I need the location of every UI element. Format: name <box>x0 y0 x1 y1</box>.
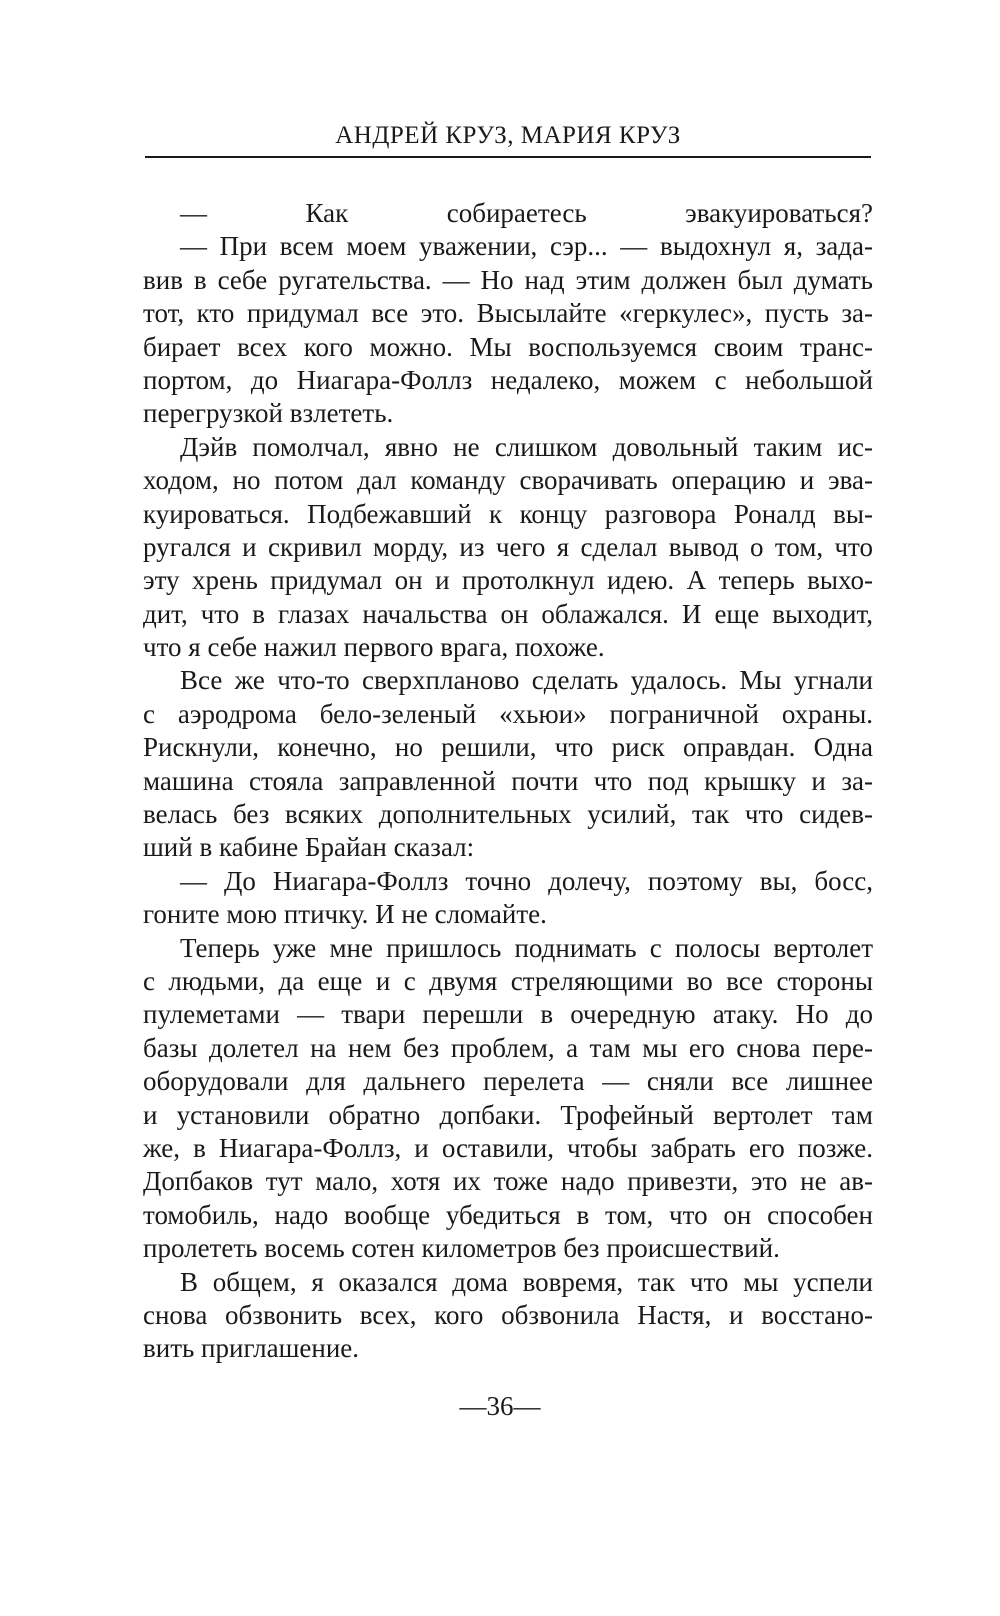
body-line: Рискнули, конечно, но решили, что риск оправдан. Одна <box>143 732 873 763</box>
body-line: и установили обратно допбаки. Трофейный вертолет там <box>143 1099 873 1130</box>
header-rule <box>145 156 871 158</box>
body-line: портом, до Ниагара-Фоллз недалеко, можем с небольшой <box>143 364 873 395</box>
body-line: вив в себе ругательства. — Но над этим должен был думать <box>143 264 873 295</box>
body-line: что я себе нажил первого врага, похоже. <box>143 632 605 663</box>
body-line: дит, что в глазах начальства он облажался. И еще выходит, <box>143 598 873 629</box>
body-line: тот, кто придумал все это. Высылайте «геркулес», пусть за- <box>143 298 873 329</box>
body-line: — Как собираетесь эвакуироваться? <box>180 198 873 228</box>
body-line: В общем, я оказался дома вовремя, так что мы успели <box>180 1266 873 1297</box>
body-line: томобиль, надо вообще убедиться в том, что он способен <box>143 1199 873 1230</box>
body-line: ший в кабине Брайан сказал: <box>143 832 475 863</box>
body-line: эту хрень придумал он и протолкнул идею. А теперь выхо- <box>143 565 873 596</box>
body-line: пролететь восемь сотен километров без происшествий. <box>143 1233 780 1264</box>
body-line: ругался и скривил морду, из чего я сделал вывод о том, что <box>143 531 873 562</box>
body-line: оборудовали для дальнего перелета — сняли все лишнее <box>143 1066 873 1097</box>
page-body-text <box>143 197 873 1366</box>
body-line: вить приглашение. <box>143 1333 360 1364</box>
body-line: Все же что-то сверхпланово сделать удалось. Мы угнали <box>180 665 873 696</box>
body-line: — До Ниагара-Фоллз точно долечу, поэтому вы, босс, <box>180 865 873 896</box>
body-line: — При всем моем уважении, сэр... — выдохнул я, зада- <box>180 231 873 262</box>
body-line: с аэродрома бело-зеленый «хьюи» пограничной охраны. <box>143 698 873 729</box>
body-line: Допбаков тут мало, хотя их тоже надо привезти, это не ав- <box>143 1166 873 1197</box>
body-line: с людьми, да еще и с двумя стреляющими во все стороны <box>143 965 873 996</box>
body-line: бирает всех кого можно. Мы воспользуемся своим транс- <box>143 331 873 362</box>
running-head-title: АНДРЕЙ КРУЗ, МАРИЯ КРУЗ <box>335 122 681 149</box>
body-line: гоните мою птичку. И не сломайте. <box>143 899 547 930</box>
page-number: —36— <box>459 1391 541 1421</box>
body-line: базы долетел на нем без проблем, а там мы его снова пере- <box>143 1032 873 1063</box>
body-line: же, в Ниагара-Фоллз, и оставили, чтобы забрать его позже. <box>143 1132 873 1163</box>
body-line: машина стояла заправленной почти что под крышку и за- <box>143 765 873 796</box>
body-line: Дэйв помолчал, явно не слишком довольный таким ис- <box>180 431 873 462</box>
body-line: перегрузкой взлететь. <box>143 398 394 429</box>
body-line: пулеметами — твари перешли в очередную атаку. Но до <box>143 999 873 1030</box>
body-line: куироваться. Подбежавший к концу разговора Роналд вы- <box>143 498 873 529</box>
body-line: снова обзвонить всех, кого обзвонила Настя, и восстано- <box>143 1299 873 1330</box>
body-line: велась без всяких дополнительных усилий, так что сидев- <box>143 799 873 830</box>
body-line: ходом, но потом дал команду сворачивать операцию и эва- <box>143 465 873 496</box>
body-line: Теперь уже мне пришлось поднимать с полосы вертолет <box>180 932 873 963</box>
